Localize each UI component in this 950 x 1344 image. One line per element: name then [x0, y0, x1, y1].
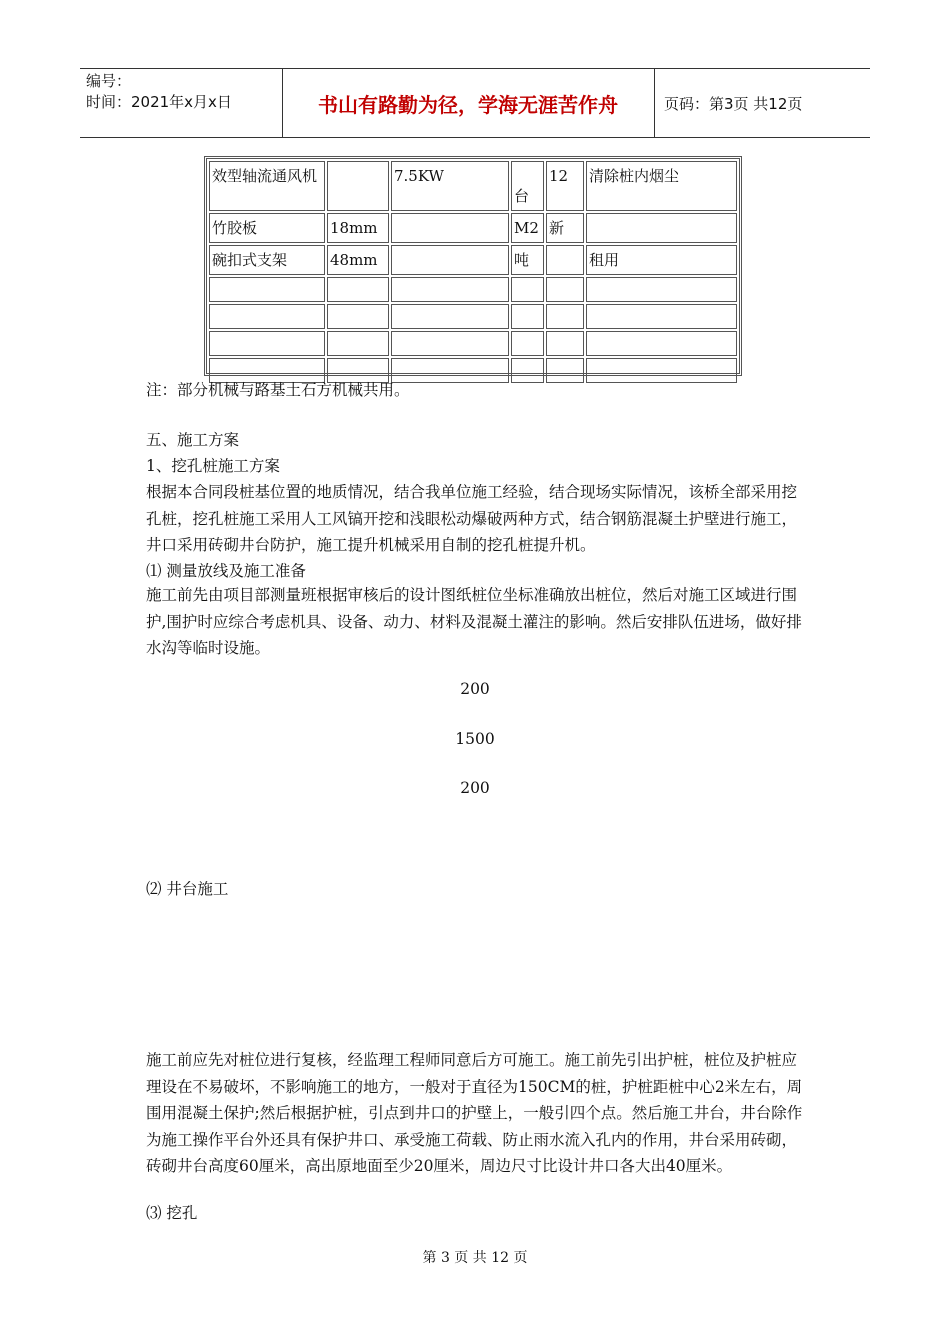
table-cell: 碗扣式支架 [209, 245, 325, 275]
table-row [209, 213, 737, 243]
table-cell [391, 213, 509, 243]
table-cell [327, 304, 389, 329]
table-cell: 效型轴流通风机 [209, 161, 325, 211]
header-code-label: 编号： [86, 72, 132, 90]
table-cell [586, 213, 737, 243]
table-cell: 12 [546, 161, 584, 211]
dimension-label: 200 [460, 680, 490, 698]
header-time-label: 时间：2021年x月x日 [86, 93, 232, 111]
table-cell [391, 331, 509, 356]
list-item-heading: ⑴ 测量放线及施工准备 [146, 562, 306, 580]
table-row [209, 161, 737, 211]
equipment-table [204, 156, 742, 376]
list-item-heading: ⑶ 挖孔 [146, 1204, 198, 1222]
list-item-heading: ⑵ 井台施工 [146, 880, 229, 898]
table-cell [209, 304, 325, 329]
table-cell [209, 331, 325, 356]
section-title: 五、施工方案 [146, 431, 240, 449]
table-cell: 48mm [327, 245, 389, 275]
table-cell: 清除桩内烟尘 [586, 161, 737, 211]
header-page-info: 页码：第3页 共12页 [664, 95, 803, 113]
table-cell: 吨 [511, 245, 544, 275]
header-meta [86, 71, 232, 113]
table-cell [327, 277, 389, 302]
header-motto: 书山有路勤为径，学海无涯苦作舟 [318, 93, 618, 117]
table-cell: 竹胶板 [209, 213, 325, 243]
table-cell [586, 304, 737, 329]
table-cell: 租用 [586, 245, 737, 275]
table-row [209, 277, 737, 302]
table-cell [391, 304, 509, 329]
dimension-label: 200 [460, 779, 490, 797]
table-cell: 新 [546, 213, 584, 243]
sub-title: 1、挖孔桩施工方案 [146, 457, 280, 475]
equipment-table-grid [207, 159, 739, 385]
table-cell [546, 277, 584, 302]
table-cell [546, 304, 584, 329]
table-cell [327, 331, 389, 356]
table-cell [391, 245, 509, 275]
dimension-label: 1500 [455, 730, 495, 748]
table-cell: 台 [511, 161, 544, 211]
page-footer: 第 3 页 共 12 页 [422, 1250, 528, 1266]
paragraph: 施工前先由项目部测量班根据审核后的设计图纸桩位坐标准确放出桩位，然后对施工区域进行围护,围护时应综合考虑机具、设备、动力、材料及混凝土灌注的影响。然后安排队伍进场，做好排水沟等临时设施。 [146, 586, 802, 657]
table-cell [209, 277, 325, 302]
table-cell [546, 331, 584, 356]
table-note: 注：部分机械与路基土石方机械共用。 [146, 381, 410, 399]
table-cell: M2 [511, 213, 544, 243]
paragraph: 根据本合同段桩基位置的地质情况，结合我单位施工经验，结合现场实际情况，该桥全部采用挖孔桩，挖孔桩施工采用人工风镐开挖和浅眼松动爆破两种方式，结合钢筋混凝土护壁进行施工，井口采用砖砌井台防护，施工提升机械采用自制的挖孔桩提升机。 [146, 483, 798, 554]
table-cell [511, 304, 544, 329]
document-header [80, 68, 870, 138]
table-row [209, 331, 737, 356]
paragraph: 施工前应先对桩位进行复核，经监理工程师同意后方可施工。施工前先引出护桩，桩位及护桩应理设在不易破坏，不影响施工的地方，一般对于直径为150CM的桩，护桩距桩中心2米左右，周围用混凝土保护;然后根据护桩，引点到井口的护壁上，一般引四个点。然后施工井台，井台除作为施工操作平台外还具有保护井口、承受施工荷载、防止雨水流入孔内的作用，井台采用砖砌，砖砌井台高度60厘米，高出原地面至少20厘米，周边尺寸比设计井口各大出40厘米。 [146, 1051, 803, 1175]
table-cell [546, 245, 584, 275]
table-cell: 18mm [327, 213, 389, 243]
table-cell [586, 277, 737, 302]
table-row [209, 245, 737, 275]
header-divider [654, 69, 655, 137]
table-row [209, 304, 737, 329]
table-cell [391, 277, 509, 302]
table-cell [586, 331, 737, 356]
table-cell [327, 161, 389, 211]
table-cell [511, 277, 544, 302]
table-cell [511, 331, 544, 356]
table-cell: 7.5KW [391, 161, 509, 211]
